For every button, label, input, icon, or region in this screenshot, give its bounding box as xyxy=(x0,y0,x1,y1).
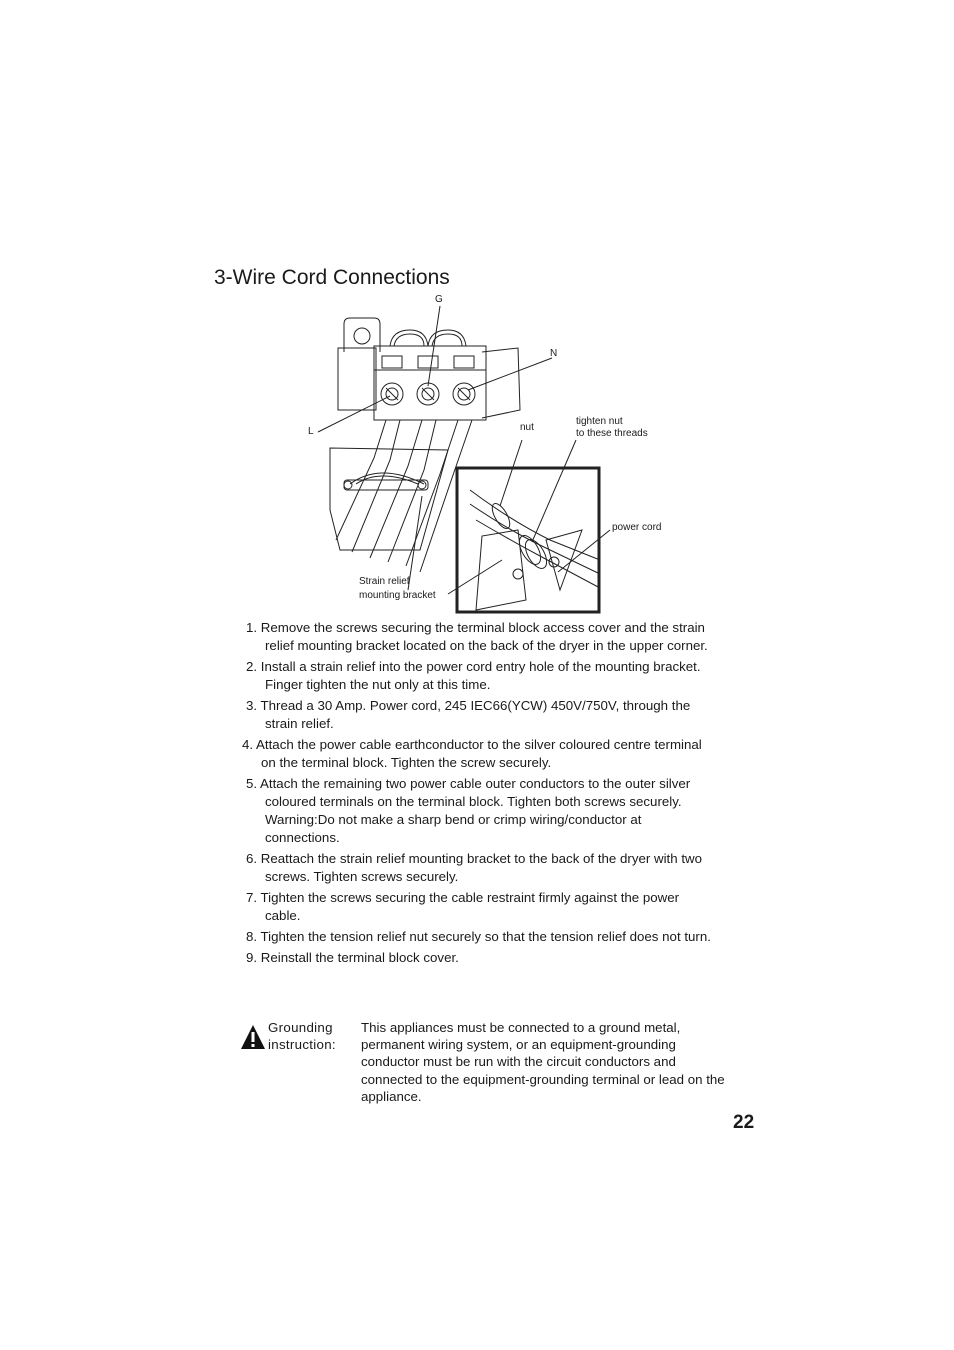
list-item: 9. Reinstall the terminal block cover. xyxy=(246,950,459,965)
grounding-label-line-1: Grounding xyxy=(268,1020,333,1035)
wiring-diagram xyxy=(300,290,662,620)
page-title: 3-Wire Cord Connections xyxy=(214,266,450,289)
label-ground: G xyxy=(435,294,443,305)
label-power-cord: power cord xyxy=(612,522,662,533)
list-item: 7. Tighten the screws securing the cable restraint firmly against the power cable. xyxy=(246,890,680,923)
label-bracket-1: Strain relief xyxy=(359,576,410,587)
label-nut: nut xyxy=(520,422,534,433)
label-threads-2: to these threads xyxy=(576,428,648,439)
warning-triangle-icon xyxy=(240,1024,266,1055)
grounding-text: This appliances must be connected to a ground metal, permanent wiring system, or an equipment-grounding conductor must be run with the circuit conductors and connected to the equipment-grounding terminal or lead on the appliance. xyxy=(361,1020,725,1104)
label-line: L xyxy=(308,426,314,437)
list-item: 5. Attach the remaining two power cable outer conductors to the outer silver coloured terminals on the terminal block. Tighten both screws securely. Warning:Do not make a sharp bend or crimp wiring/conductor at connections. xyxy=(246,776,691,845)
list-item: 3. Thread a 30 Amp. Power cord, 245 IEC66(YCW) 450V/750V, through the strain relief. xyxy=(246,698,691,731)
label-neutral: N xyxy=(550,348,558,359)
terminal-block-illustration xyxy=(300,290,620,620)
list-item: 2. Install a strain relief into the power cord entry hole of the mounting bracket. Finger tighten the nut only at this time. xyxy=(246,659,701,692)
label-bracket-2: mounting bracket xyxy=(359,590,436,601)
grounding-label xyxy=(268,1019,336,1053)
list-item: 8. Tighten the tension relief nut securely so that the tension relief does not turn. xyxy=(246,929,711,944)
instruction-list xyxy=(242,619,716,970)
page-number: 22 xyxy=(733,1112,755,1133)
list-item: 4. Attach the power cable earthconductor to the silver coloured centre terminal on the terminal block. Tighten the screw securely. xyxy=(242,737,702,770)
list-item: 6. Reattach the strain relief mounting bracket to the back of the dryer with two screws. Tighten screws securely. xyxy=(246,851,703,884)
grounding-label-line-2: instruction: xyxy=(268,1037,336,1052)
list-item: 1. Remove the screws securing the terminal block access cover and the strain relief mounting bracket located on the back of the dryer in the upper corner. xyxy=(246,620,708,653)
label-threads-1: tighten nut xyxy=(576,416,623,427)
